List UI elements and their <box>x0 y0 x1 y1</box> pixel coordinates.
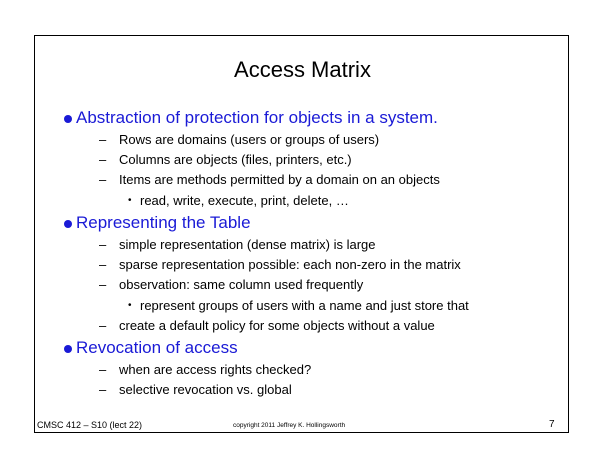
slide-title: Access Matrix <box>234 57 371 82</box>
list-item-text: Columns are objects (files, printers, etc.) <box>119 152 352 167</box>
list-item-text: Items are methods permitted by a domain on an objects <box>119 172 440 187</box>
bullet-icon: • <box>128 300 132 311</box>
dash-icon: – <box>99 382 107 397</box>
bullet-dot-icon <box>64 220 72 228</box>
section-heading <box>76 338 238 358</box>
dash-icon: – <box>99 237 107 252</box>
dash-icon: – <box>99 132 107 147</box>
dash-icon: – <box>99 172 107 187</box>
section-heading <box>76 108 438 128</box>
section-heading-text: Representing the Table <box>76 213 251 232</box>
footer-course: CMSC 412 – S10 (lect 22) <box>37 420 143 430</box>
list-item-text: selective revocation vs. global <box>119 382 292 397</box>
page-number: 7 <box>549 419 555 430</box>
dash-icon: – <box>99 362 107 377</box>
dash-icon: – <box>99 318 107 333</box>
list-item-text: when are access rights checked? <box>119 362 312 377</box>
dash-icon: – <box>99 152 107 167</box>
dash-icon: – <box>99 277 107 292</box>
bullet-dot-icon <box>64 345 72 353</box>
section-heading <box>76 213 251 233</box>
bullet-icon: • <box>128 195 132 206</box>
footer-copyright: copyright 2011 Jeffrey K. Hollingsworth <box>233 422 346 429</box>
section-heading-text: Abstraction of protection for objects in a system. <box>76 108 438 127</box>
list-item-text: observation: same column used frequently <box>119 277 364 292</box>
list-item-text: simple representation (dense matrix) is large <box>119 237 376 252</box>
list-item-text: sparse representation possible: each non-zero in the matrix <box>119 257 461 272</box>
bullet-dot-icon <box>64 115 72 123</box>
sub-list-item-text: represent groups of users with a name and just store that <box>140 298 469 313</box>
dash-icon: – <box>99 257 107 272</box>
section-heading-text: Revocation of access <box>76 338 238 357</box>
sub-list-item-text: read, write, execute, print, delete, … <box>140 193 349 208</box>
list-item-text: Rows are domains (users or groups of users) <box>119 132 380 147</box>
list-item-text: create a default policy for some objects without a value <box>119 318 435 333</box>
